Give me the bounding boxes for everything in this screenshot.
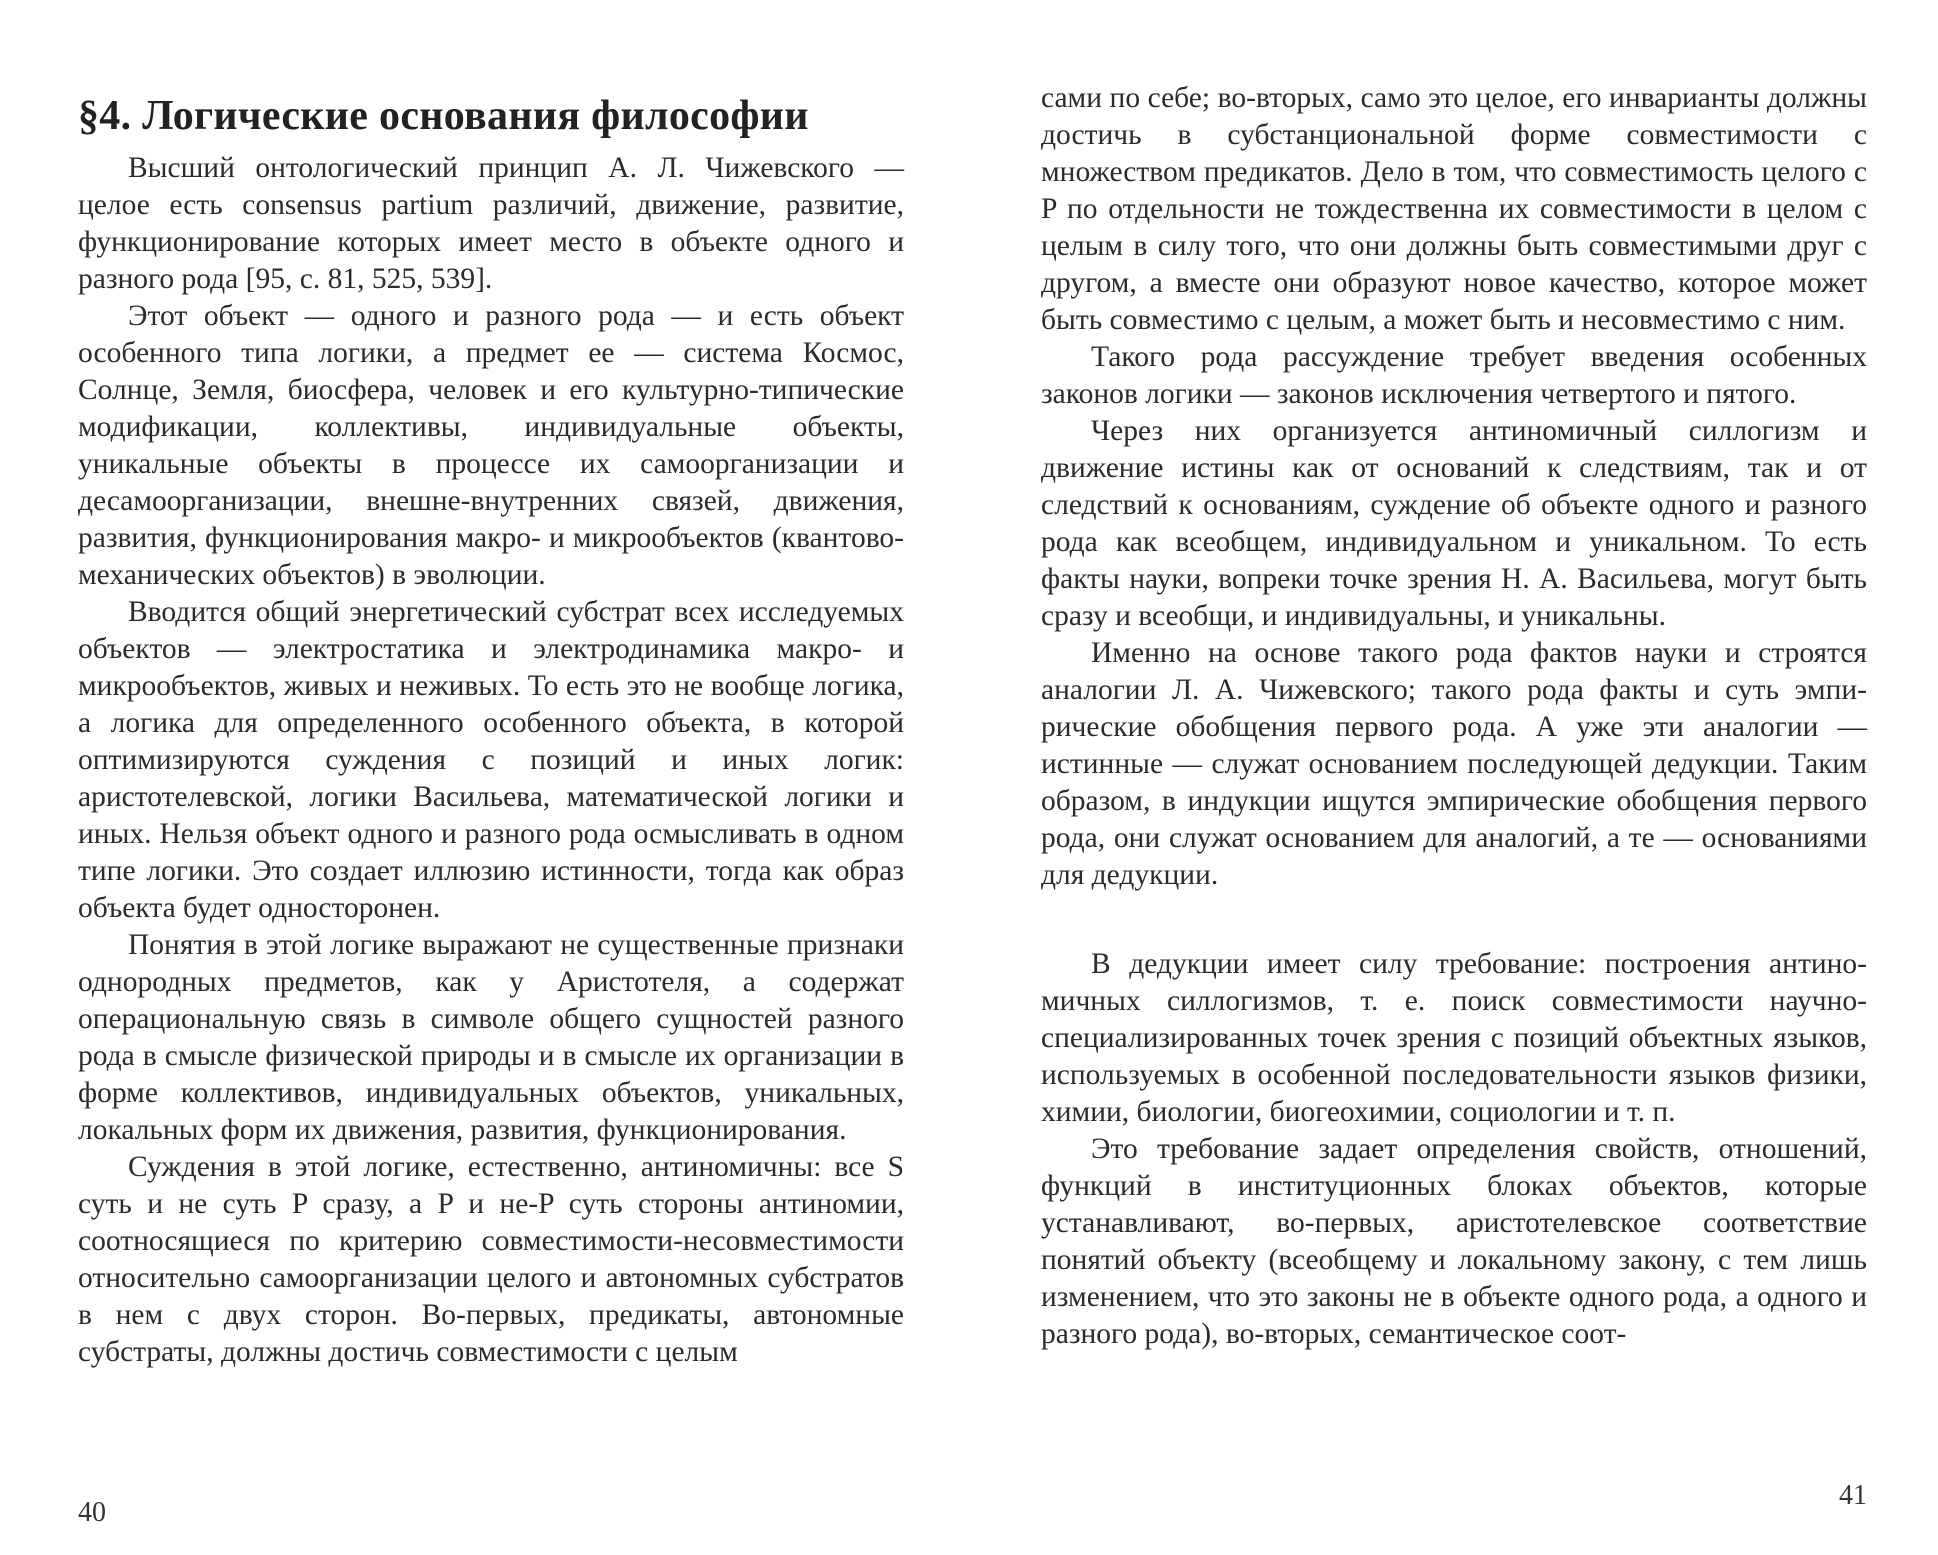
paragraph: Этот объект — одного и разного рода — и есть объект особенного типа логики, а предмет ее — система Космос, Солнце, Земля, биосфера, человек и его культурно-типические модификации, коллективы, индивидуальные объекты, уникальные объекты в процессе их самоорганизации и десамоорганизации, внешне-внутренних связей, движения, развития, функционирования макро- и микрообъектов (квантово-механических объектов) в эволюции. xyxy=(78,300,904,591)
paragraph: Вводится общий энергетический субстрат всех исследуемых объектов — электростатика и электродинамика макро- и микрообъектов, живых и неживых. То есть это не вообще логика, а логика для определенного особенного объекта, в которой оптимизируются суждения с позиций и иных логик: аристотелевской, логики Васильева, математической логики и иных. Нельзя объект одного и разного рода осмысливать в одном типе логики. Это создает иллюзию истинности, тогда как образ объекта будет односторонен. xyxy=(78,596,904,924)
page-number-right: 41 xyxy=(1839,1480,1867,1511)
page-number-left: 40 xyxy=(78,1497,106,1528)
paragraph: Суждения в этой логике, естественно, антиномичны: все S суть и не суть P сразу, а P и не-P суть стороны антиномии, соотносящиеся по критерию совместимости-несовместимости относительно самоорганизации целого и автономных субстратов в нем с двух сторон. Во-первых, предикаты, автономные субстраты, должны достичь совместимости с целым xyxy=(78,1151,904,1368)
paragraph: Такого рода рассуждение требует введения особенных законов логики — законов исключения четвертого и пятого. xyxy=(1041,341,1867,410)
left-page-text xyxy=(78,150,904,1371)
paragraph: В дедукции имеет силу требование: построения антиномичных силлогизмов, т. е. поиск совместимости научно-специализированных точек зрения с позиций объектных языков, используемых в особенной последовательности языков физики, химии, биологии, биогеохимии, социологии и т. п. xyxy=(1041,948,1867,1128)
paragraph: Через них организуется антиномичный силлогизм и движение истины как от оснований к следствиям, так и от следствий к основаниям, суждение об объекте одного и разного рода как всеобщем, индивидуальном и уникальном. То есть факты науки, вопреки точке зрения Н. А. Васильева, могут быть сразу и всеобщи, и индивидуальны, и уникальны. xyxy=(1041,415,1867,632)
right-page-text xyxy=(1041,80,1867,1353)
paragraph: Понятия в этой логике выражают не существенные признаки однородных предметов, как у Аристотеля, а содержат операциональную связь в символе общего сущностей разного рода в смысле физической природы и в смысле их организации в форме коллективов, индивидуальных объектов, уникальных, локальных форм их движения, развития, функционирования. xyxy=(78,929,904,1146)
paragraph: Это требование задает определения свойств, отношений, функций в институционных блоках объектов, которые устанавливают, во-первых, аристотелевское соответствие понятий объекту (всеобщему и локальному закону, с тем лишь изменением, что это законы не в объекте одного рода, а одного и разного рода), во-вторых, семантическое соот- xyxy=(1041,1133,1867,1350)
section-heading: §4. Логические основания философии xyxy=(78,93,809,139)
paragraph: Высший онтологический принцип А. Л. Чижевского — целое есть consensus partium различий, движение, развитие, функционирование которых имеет место в объекте одного и разного рода [95, с. 81, 525, 539]. xyxy=(78,152,904,295)
paragraph-continued: сами по себе; во-вторых, само это целое, его инварианты должны достичь в субстанциональной форме совместимости с множеством предикатов. Дело в том, что совместимость целого с P по отдельности не тождественна их совместимости в целом с целым в силу того, что они должны быть совместимыми друг с другом, а вместе они образуют новое качество, которое может быть совместимо с целым, а может быть и несовместимо с ним. xyxy=(1041,82,1867,336)
paragraph: Именно на основе такого рода фактов науки и строятся аналогии Л. А. Чижевского; такого рода факты и суть эмпирические обобщения первого рода. А уже эти аналогии — истинные — служат основанием последующей дедукции. Таким образом, в индукции ищутся эмпирические обобщения первого рода, они служат основанием для аналогий, а те — основаниями для дедукции. xyxy=(1041,637,1867,891)
